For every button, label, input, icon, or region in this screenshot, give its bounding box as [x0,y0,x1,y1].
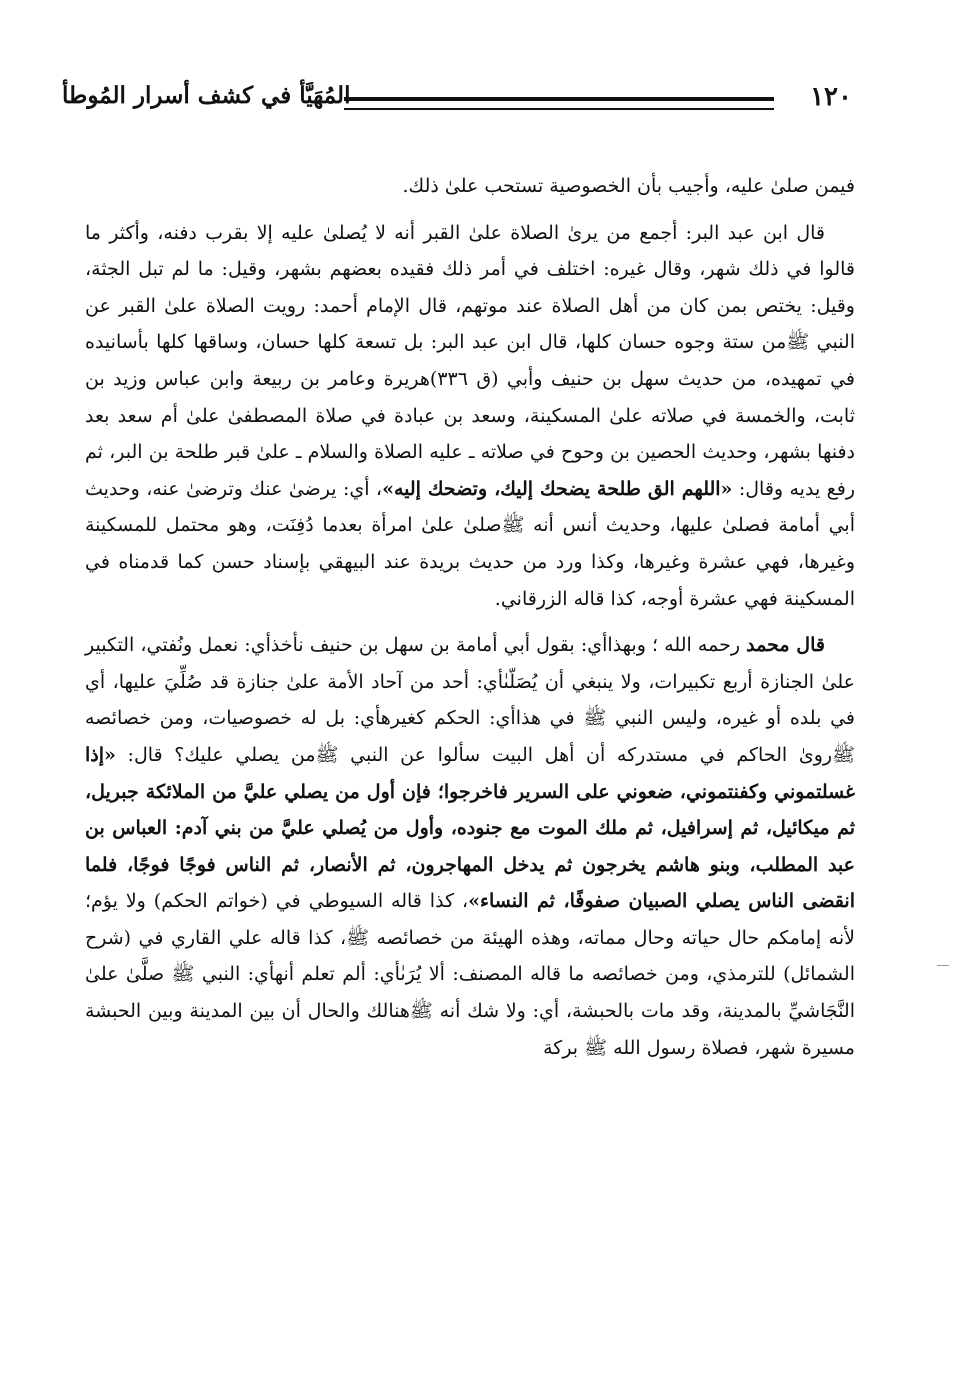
paragraph-2-text: قال ابن عبد البر: أجمع من يرىٰ الصلاة علىٰ القبر أنه لا يُصلىٰ عليه إلا بقرب دفنه، وأكثر ما قالوا في ذلك شهر، وقال غيره: اختلف في أمر ذلك فقيده بعضهم بشهر، وقيل: ما لم تبل الجثة، وقيل: يختص بمن كان من أهل الصلاة عند موتهم، قال الإمام أحمد: رويت الصلاة علىٰ القبر عن النبي ﷺمن ستة وجوه حسان كلها، قال ابن عبد البر: بل تسعة كلها حسان، وساقها كلها بأسانيده في تمهيده، من حديث سهل بن حنيف وأبي (ق ٣٣٦)هريرة وعامر بن ربيعة وابن عباس وزيد بن ثابت، والخمسة في صلاته علىٰ المسكينة، وسعد بن عبادة في صلاة المصطفىٰ علىٰ أم سعد بعد دفنها بشهر، وحديث الحصين بن وحوح في صلاته ـ عليه الصلاة والسلام ـ علىٰ قبر طلحة بن البر، ثم رفع يديه وقال: [85,221,856,500]
page-number: ١٢٠ [810,82,852,112]
paragraph-1: فيمن صلىٰ عليه، وأجيب بأن الخصوصية تستحب علىٰ ذلك. [402,175,855,197]
paragraph-3-text: رحمه الله ؛ وبهذاأي: بقول أبي أمامة بن سهل بن حنيف نأخذأي: نعمل ونُفتي، التكبير علىٰ الجنازة أربع تكبيرات، ولا ينبغي أن يُصَلّىٰأي: أحد من آحاد الأمة علىٰ جنازة قد صُلِّيَ عليها، أي في بلده أو غيره، وليس النبي ﷺ في هذاأي: الحكم كغيرهأي: بل له خصوصيات، ومن خصائصه ﷺروىٰ الحاكم في مستدركه أن أهل البيت سألوا عن النبي ﷺمن يصلي عليك؟ قال: [85,634,855,766]
book-title: المُهَيَّأ في كشف أسرار المُوطأ [62,82,351,109]
paragraph-3 [85,627,855,1066]
hadith-quote-1: «اللهم الق طلحة يضحك إليك، وتضحك إليه» [382,477,733,500]
paragraph-2 [85,215,855,618]
paragraph-3-tail: ، كذا قاله السيوطي في (خواتم الحكم) ولا يؤم؛ لأنه إمامكم حال حياته وحال مماته، وهذه الهيئة من خصائصه ﷺ، كذا قاله علي القاري في (شرح الشمائل) للترمذي، ومن خصائصه ما قاله المصنف: ألا يُرَىٰأي: ألم تعلم أنهأي: النبي ﷺ صلَّىٰ علىٰ النَّجَاشيِّ بالمدينة، وقد مات بالحبشة، أي: ولا شك أنه ﷺهنالك والحال أن بين المدينة وبين الحبشة مسيرة شهر، فصلاة رسول الله ﷺ بركة [85,890,855,1059]
author-lead: قال محمد [746,634,825,657]
body-text [85,168,855,1066]
paragraph-2-tail: ، أي: يرضىٰ عنك وترضىٰ عنه، وحديث أبي أمامة فصلىٰ عليها، وحديث أنس أنه ﷺصلىٰ علىٰ امرأة بعدما دُفِنَت، وهو محتمل للمسكينة وغيرها، فهي عشرة وغيرها، وكذا ورد من حديث بريدة عند البيهقي بإسناد حسن كما قدمناه في المسكينة فهي عشرة أوجه، كذا قاله الزرقاني. [85,477,855,610]
hadith-quote-2: «إذا غسلتموني وكفنتموني، ضعوني على السرير فاخرجوا؛ فإن أول من يصلي عليَّ من الملائكة جبريل، ثم ميكائيل، ثم إسرافيل، ثم ملك الموت مع جنوده، وأول من يُصلي عليَّ من بني آدم: العباس بن عبد المطلب، وبنو هاشم يخرجون ثم يدخل المهاجرون، ثم الأنصار، ثم الناس فوجًا فوجًا، فلما انقضى الناس يصلي الصبيان صفوفًا، ثم النساء» [85,743,855,913]
header-divider [344,97,774,110]
page-header [62,80,852,120]
margin-mark [937,965,949,966]
